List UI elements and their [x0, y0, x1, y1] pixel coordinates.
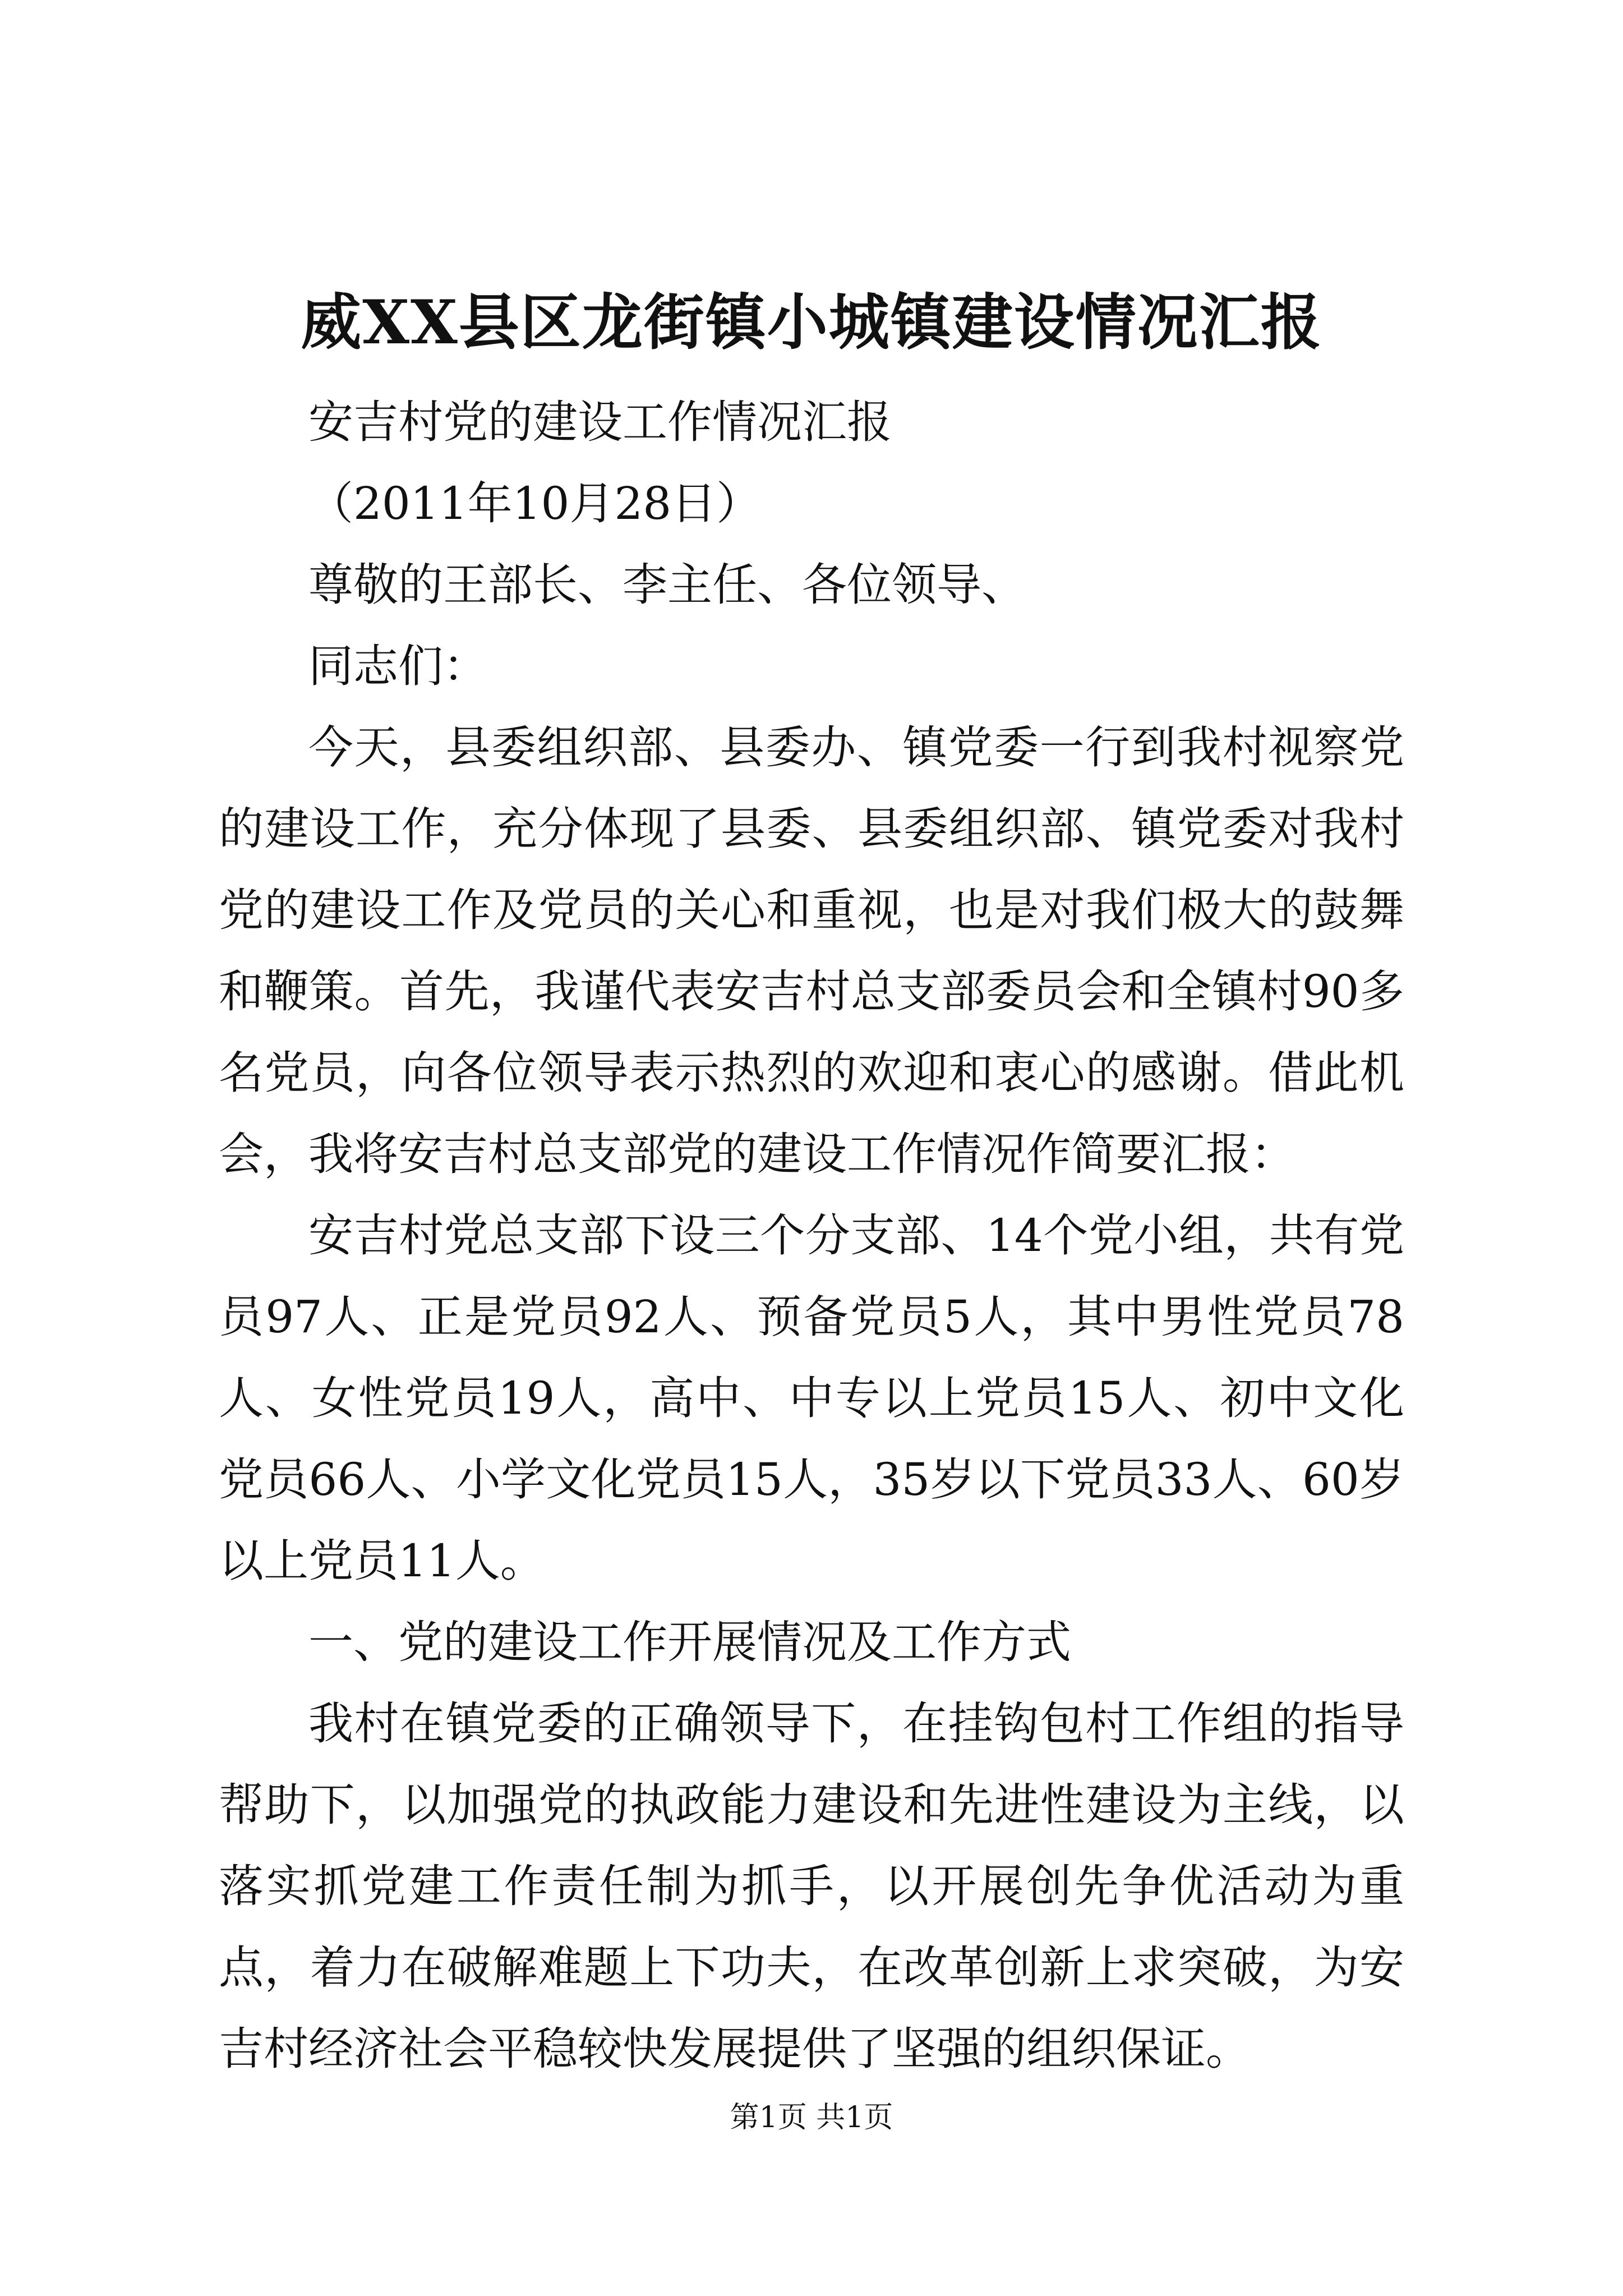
paragraph-statistics: 安吉村党总支部下设三个分支部、14个党小组，共有党员97人、正是党员92人、预备党员5人，其中男性党员78人、女性党员19人，高中、中专以上党员15人、初中文化党员66人、小学文化党员15人，35岁以下党员33人、60岁以上党员11人。 [219, 1209, 1404, 1587]
paragraph-section-1: 我村在镇党委的正确领导下，在挂钩包村工作组的指导帮助下，以加强党的执政能力建设和先进性建设为主线，以落实抓党建工作责任制为抓手，以开展创先争优活动为重点，着力在破解难题上下功夫，在改革创新上求突破，为安吉村经济社会平稳较快发展提供了坚强的组织保证。 [219, 1697, 1404, 2075]
section-heading-1: 一、党的建设工作开展情况及工作方式 [308, 1616, 1071, 1668]
paragraph-subtitle: 安吉村党的建设工作情况汇报 [308, 396, 892, 448]
page-footer: 第1页 共1页 [730, 2101, 893, 2134]
document-body [219, 381, 1404, 2090]
paragraph-date: （2011年10月28日） [308, 477, 762, 530]
paragraph-salutation: 尊敬的王部长、李主任、各位领导、 [308, 559, 1026, 611]
paragraph-salutation-cont: 同志们： [308, 640, 488, 692]
document-title: 威XX县区龙街镇小城镇建设情况汇报 [301, 287, 1322, 358]
paragraph-intro: 今天，县委组织部、县委办、镇党委一行到我村视察党的建设工作，充分体现了县委、县委组织部、镇党委对我村党的建设工作及党员的关心和重视，也是对我们极大的鼓舞和鞭策。首先，我谨代表安吉村总支部委员会和全镇村90多名党员，向各位领导表示热烈的欢迎和衷心的感谢。借此机会，我将安吉村总支部党的建设工作情况作简要汇报： [219, 721, 1404, 1180]
